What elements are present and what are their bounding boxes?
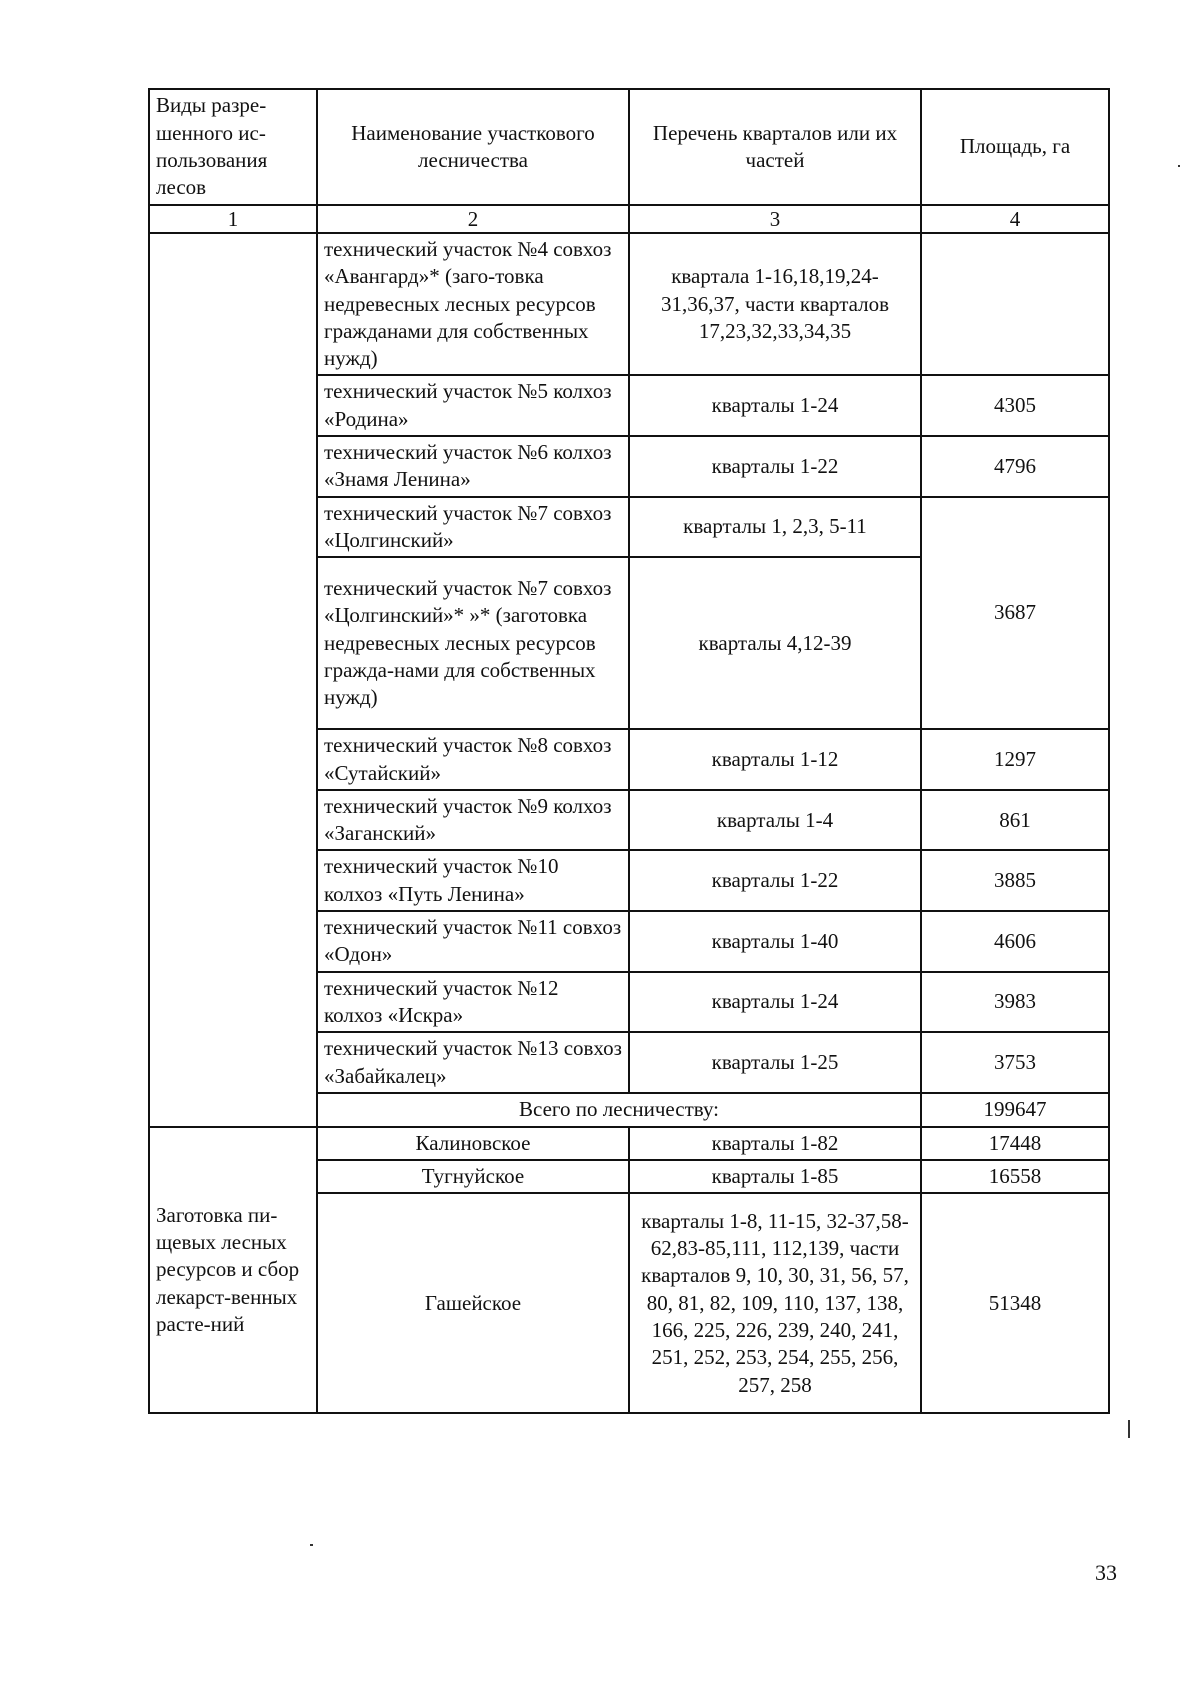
column-number: 1 (149, 205, 317, 233)
quarters-cell: кварталы 4,12-39 (629, 557, 921, 729)
area-cell (921, 233, 1109, 375)
area-cell: 16558 (921, 1160, 1109, 1193)
quarters-cell: кварталы 1-25 (629, 1032, 921, 1093)
quarters-cell: кварталы 1-40 (629, 911, 921, 972)
scan-speck (1178, 165, 1180, 167)
quarters-cell: кварталы 1-24 (629, 375, 921, 436)
area-cell: 4606 (921, 911, 1109, 972)
forestry-name-cell: технический участок №12 колхоз «Искра» (317, 972, 629, 1033)
forestry-name-cell: технический участок №7 совхоз «Цолгинский»* »* (заготовка недревесных лесных ресурсов гражда-нами для собственных нужд) (317, 557, 629, 729)
header-forestry-name: Наименование участкового лесничества (317, 89, 629, 205)
area-cell: 3687 (921, 497, 1109, 730)
scan-mark (1128, 1420, 1130, 1438)
header-row (149, 89, 1109, 205)
total-value: 199647 (921, 1093, 1109, 1127)
page-number: 33 (1095, 1560, 1117, 1585)
header-quarters-list: Перечень кварталов или их частей (629, 89, 921, 205)
forestry-name-cell: технический участок №9 колхоз «Заганский» (317, 790, 629, 851)
forestry-name-cell: технический участок №5 колхоз «Родина» (317, 375, 629, 436)
table-row (149, 233, 1109, 375)
quarters-cell: кварталы 1, 2,3, 5-11 (629, 497, 921, 558)
column-number: 4 (921, 205, 1109, 233)
table-row (149, 1127, 1109, 1160)
quarters-cell: кварталы 1-24 (629, 972, 921, 1033)
quarters-cell: квартала 1-16,18,19,24-31,36,37, части кварталов 17,23,32,33,34,35 (629, 233, 921, 375)
use-type-cell: Заготовка пи-щевых лесных ресурсов и сбор лекарст-венных расте-ний (149, 1127, 317, 1414)
area-cell: 3885 (921, 850, 1109, 911)
forestry-name-cell: Калиновское (317, 1127, 629, 1160)
area-cell: 3983 (921, 972, 1109, 1033)
quarters-cell: кварталы 1-85 (629, 1160, 921, 1193)
quarters-cell: кварталы 1-8, 11-15, 32-37,58-62,83-85,111, 112,139, части кварталов 9, 10, 30, 31, 56, 57, 80, 81, 82, 109, 110, 137, 138, 166, 225, 226, 239, 240, 241, 251, 252, 253, 254, 255, 256, 257, 258 (629, 1193, 921, 1413)
forestry-name-cell: технический участок №4 совхоз «Авангард»* (заго-товка недревесных лесных ресурсов гражданами для собственных нужд) (317, 233, 629, 375)
column-number-row (149, 205, 1109, 233)
area-cell: 3753 (921, 1032, 1109, 1093)
header-area: Площадь, га (921, 89, 1109, 205)
forestry-name-cell: технический участок №13 совхоз «Забайкалец» (317, 1032, 629, 1093)
quarters-cell: кварталы 1-4 (629, 790, 921, 851)
forestry-name-cell: технический участок №11 совхоз «Одон» (317, 911, 629, 972)
area-cell: 1297 (921, 729, 1109, 790)
total-label: Всего по лесничеству: (317, 1093, 921, 1127)
forest-use-table (148, 88, 1110, 1414)
scan-speck (310, 1544, 313, 1546)
quarters-cell: кварталы 1-22 (629, 850, 921, 911)
area-cell: 861 (921, 790, 1109, 851)
column-number: 2 (317, 205, 629, 233)
forestry-name-cell: технический участок №8 совхоз «Сутайский» (317, 729, 629, 790)
column-number: 3 (629, 205, 921, 233)
forestry-name-cell: Гашейское (317, 1193, 629, 1413)
forestry-name-cell: технический участок №6 колхоз «Знамя Ленина» (317, 436, 629, 497)
quarters-cell: кварталы 1-82 (629, 1127, 921, 1160)
quarters-cell: кварталы 1-12 (629, 729, 921, 790)
forestry-name-cell: Тугнуйское (317, 1160, 629, 1193)
area-cell: 51348 (921, 1193, 1109, 1413)
area-cell: 17448 (921, 1127, 1109, 1160)
area-cell: 4305 (921, 375, 1109, 436)
forestry-name-cell: технический участок №10 колхоз «Путь Ленина» (317, 850, 629, 911)
area-cell: 4796 (921, 436, 1109, 497)
header-use-type: Виды разре-шенного ис-пользования лесов (149, 89, 317, 205)
forestry-name-cell: технический участок №7 совхоз «Цолгинский» (317, 497, 629, 558)
quarters-cell: кварталы 1-22 (629, 436, 921, 497)
use-type-cell-empty (149, 233, 317, 1127)
